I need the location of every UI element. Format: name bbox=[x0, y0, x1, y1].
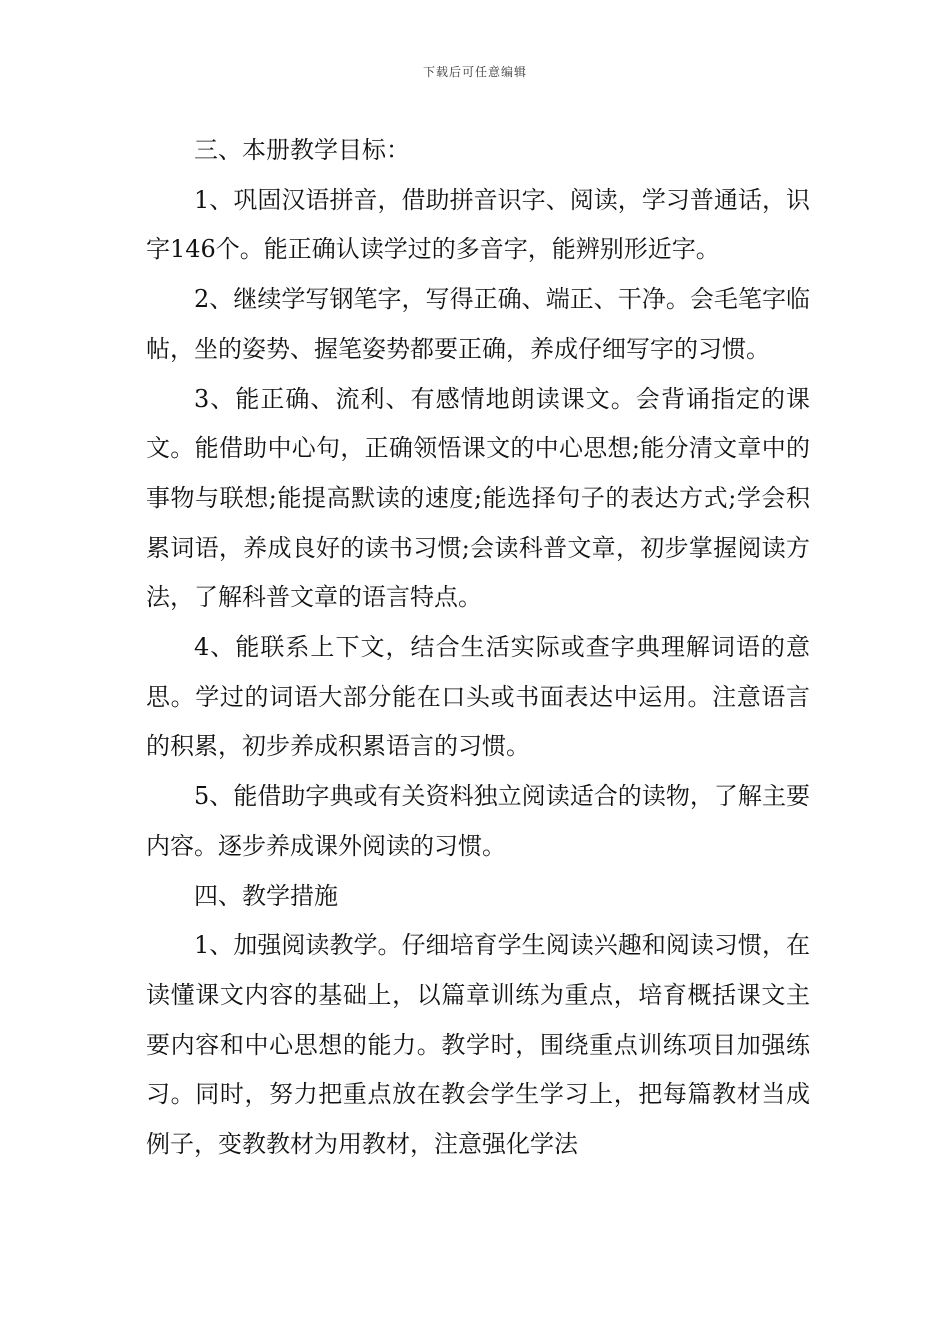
section-heading-teaching-measures: 四、教学措施 bbox=[194, 881, 338, 910]
goal-item-5: 5、能借助字典或有关资料独立阅读适合的读物，了解主要内容。逐步养成课外阅读的习惯。 bbox=[146, 782, 810, 860]
goal-item-3: 3、能正确、流利、有感情地朗读课文。会背诵指定的课文。能借助中心句，正确领悟课文的中心思想;能分清文章中的事物与联想;能提高默读的速度;能选择句子的表达方式;学会积累词语，养成良好的读书习惯;会读科普文章，初步掌握阅读方法，了解科普文章的语言特点。 bbox=[146, 384, 810, 612]
goal-item-4: 4、能联系上下文，结合生活实际或查字典理解词语的意思。学过的词语大部分能在口头或书面表达中运用。注意语言的积累，初步养成积累语言的习惯。 bbox=[146, 633, 810, 761]
goal-item-2: 2、继续学写钢笔字，写得正确、端正、干净。会毛笔字临帖，坐的姿势、握笔姿势都要正确，养成仔细写字的习惯。 bbox=[146, 285, 810, 363]
page-header-note: 下载后可任意编辑 bbox=[422, 65, 527, 79]
measure-item-1: 1、加强阅读教学。仔细培育学生阅读兴趣和阅读习惯，在读懂课文内容的基础上，以篇章训练为重点，培育概括课文主要内容和中心思想的能力。教学时，围绕重点训练项目加强练习。同时，努力把重点放在教会学生学习上，把每篇教材当成例子，变教教材为用教材，注意强化学法 bbox=[146, 931, 810, 1159]
document-body bbox=[146, 126, 810, 1170]
section-heading-teaching-goals: 三、本册教学目标： bbox=[194, 136, 410, 164]
goal-item-1: 1、巩固汉语拼音，借助拼音识字、阅读，学习普通话，识字146个。能正确认读学过的多音字，能辨别形近字。 bbox=[146, 185, 810, 264]
